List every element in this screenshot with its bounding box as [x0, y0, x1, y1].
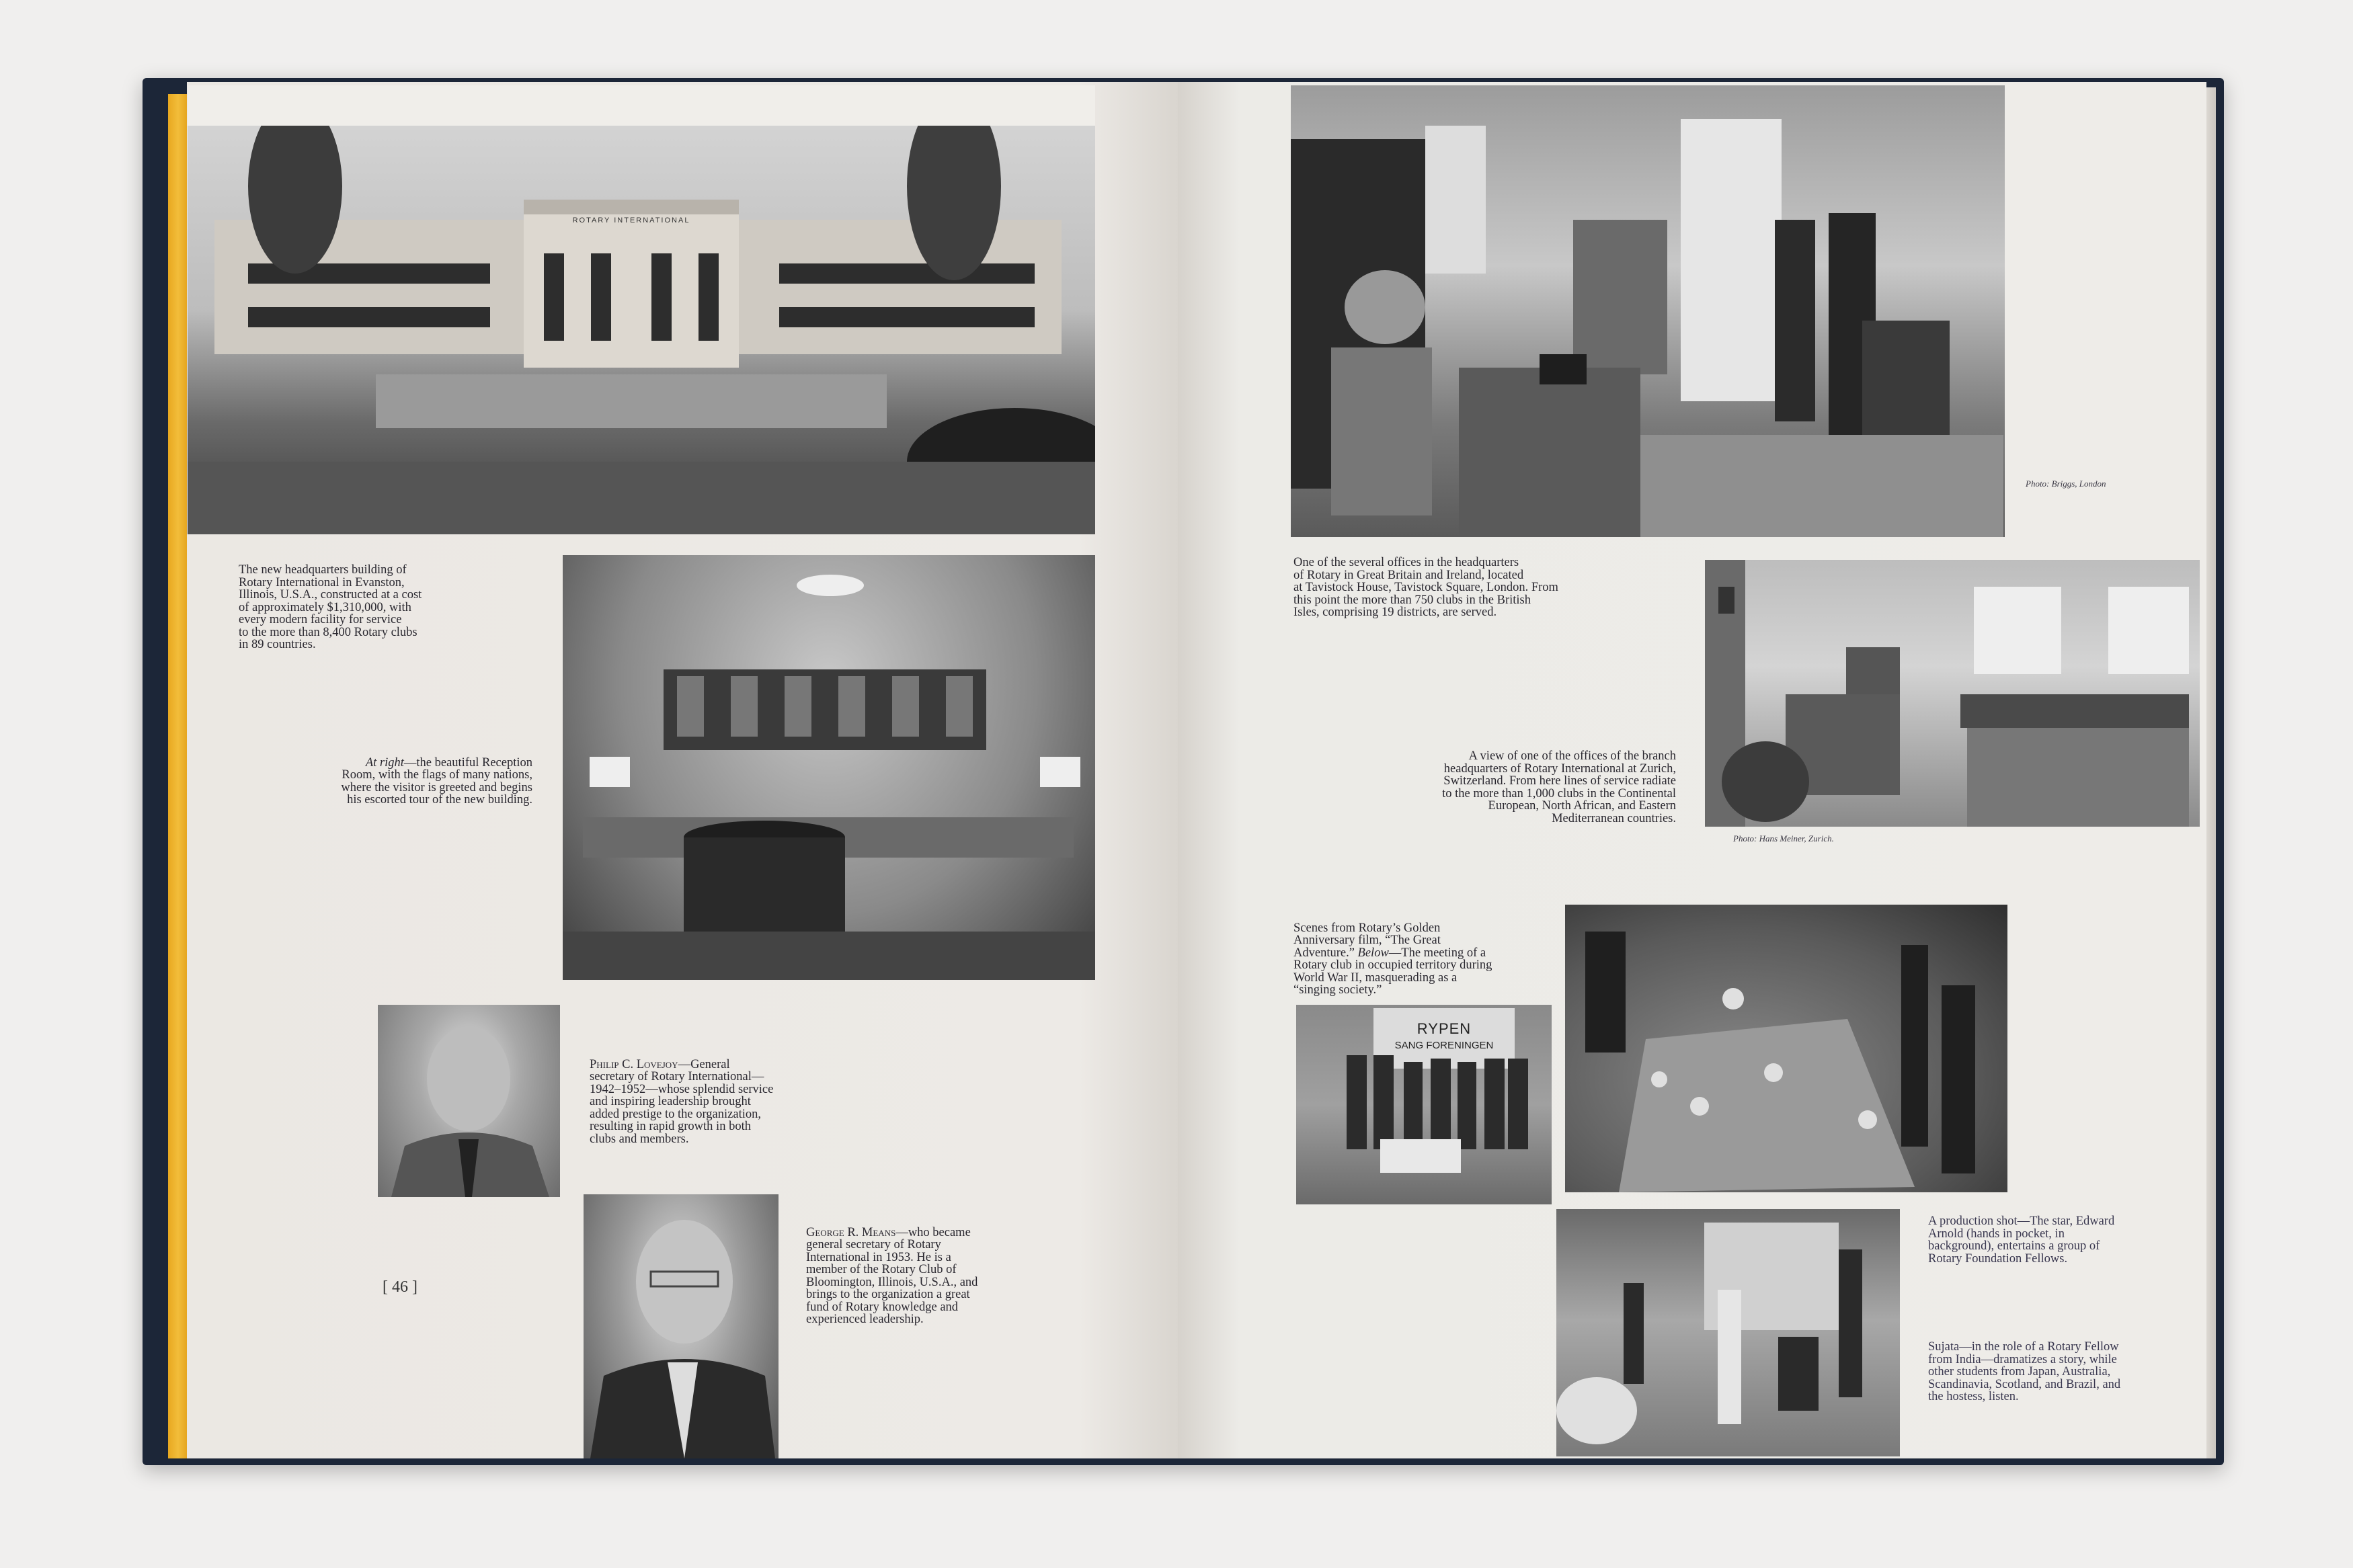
lovejoy-figure [378, 1005, 560, 1197]
headquarters-building-photo [188, 85, 1095, 534]
sujata-caption: Sujata—in the role of a Rotary Fellow from India—dramatizes a story, while other students from Japan, Australia, Scandinavia, Scotland, and Brazil, and the hostess, listen. [1928, 1340, 2121, 1403]
means-name: George R. Means [806, 1225, 896, 1239]
garden-production-photo [1556, 1209, 1900, 1456]
film-caption [1293, 909, 1492, 997]
lovejoy-caption-text: —General secretary of Rotary International— 1942–1952—whose splendid service and inspiring leadership brought added prestige to the organization, resulting in rapid growth in both clubs and members. [590, 1057, 774, 1146]
banner-line-1: RYPEN [1417, 1020, 1472, 1037]
london-caption: One of the several offices in the headquarters of Rotary in Great Britain and Ireland, located at Tavistock House, Tavistock Square, London. From this point the more than 750 clubs in the British Isles, comprising 19 districts, are served. [1293, 556, 1558, 619]
zurich-caption: A view of one of the offices of the branch headquarters of Rotary International at Zurich, Switzerland. From here lines of service radiate to the more than 1,000 clubs in the Continental European, North African, and Eastern Mediterranean countries. [1442, 749, 1676, 825]
reception-caption-lead: At right [365, 755, 404, 770]
london-office-illustration [1291, 85, 2005, 537]
page-edge-gilt [168, 94, 188, 1458]
banner-line-2: SANG FORENINGEN [1394, 1040, 1494, 1051]
film-caption-intro: Scenes from Rotary’s Golden Anniversary film, “The Great Adventure.” [1293, 921, 1441, 960]
reception-caption-text: —the beautiful Reception Room, with the flags of many nations, where the visitor is greeted and begins his escorted tour of the new building. [341, 755, 532, 807]
london-photo-credit: Photo: Briggs, London [2026, 479, 2106, 489]
film-caption-text: —The meeting of a Rotary club in occupied territory during World War II, masquerading as a “singing society.” [1293, 946, 1492, 997]
lovejoy-caption [590, 1046, 773, 1145]
lovejoy-name: Philip C. Lovejoy [590, 1057, 678, 1071]
zurich-photo-credit: Photo: Hans Meiner, Zurich. [1733, 833, 1834, 843]
film-set-illustration [1565, 905, 2007, 1192]
building-illustration [188, 85, 1095, 534]
means-portrait [584, 1194, 779, 1458]
london-office-photo [1291, 85, 2005, 537]
building-sign: ROTARY INTERNATIONAL [572, 216, 690, 224]
garden-illustration [1556, 1209, 1900, 1456]
film-caption-lead: Below [1357, 946, 1389, 960]
singing-society-photo [1296, 1005, 1552, 1204]
reception-room-photo [563, 555, 1095, 980]
reception-caption [264, 744, 532, 807]
reception-illustration [563, 555, 1095, 980]
zurich-office-illustration [1705, 560, 2200, 827]
zurich-office-photo [1705, 560, 2200, 827]
right-page-edge [2206, 87, 2216, 1458]
means-figure [584, 1194, 779, 1458]
singing-society-figures [1296, 1005, 1552, 1204]
film-set-overhead-photo [1565, 905, 2007, 1192]
means-caption [806, 1214, 978, 1326]
page-number: [ 46 ] [383, 1278, 417, 1296]
lovejoy-portrait [378, 1005, 560, 1197]
means-caption-text: —who became general secretary of Rotary International in 1953. He is a member of the Rotary Club of Bloomington, Illinois, U.S.A., and brings to the organization a great fund of Rotary knowledge and experienced leadership. [806, 1225, 978, 1326]
headquarters-caption: The new headquarters building of Rotary International in Evanston, Illinois, U.S.A., constructed at a cost of approximately $1,310,000, with every modern facility for service to the more than 8,400 Rotary clubs in 89 countries. [239, 563, 422, 651]
production-caption: A production shot—The star, Edward Arnold (hands in pocket, in background), entertains a group of Rotary Foundation Fellows. [1928, 1214, 2115, 1266]
